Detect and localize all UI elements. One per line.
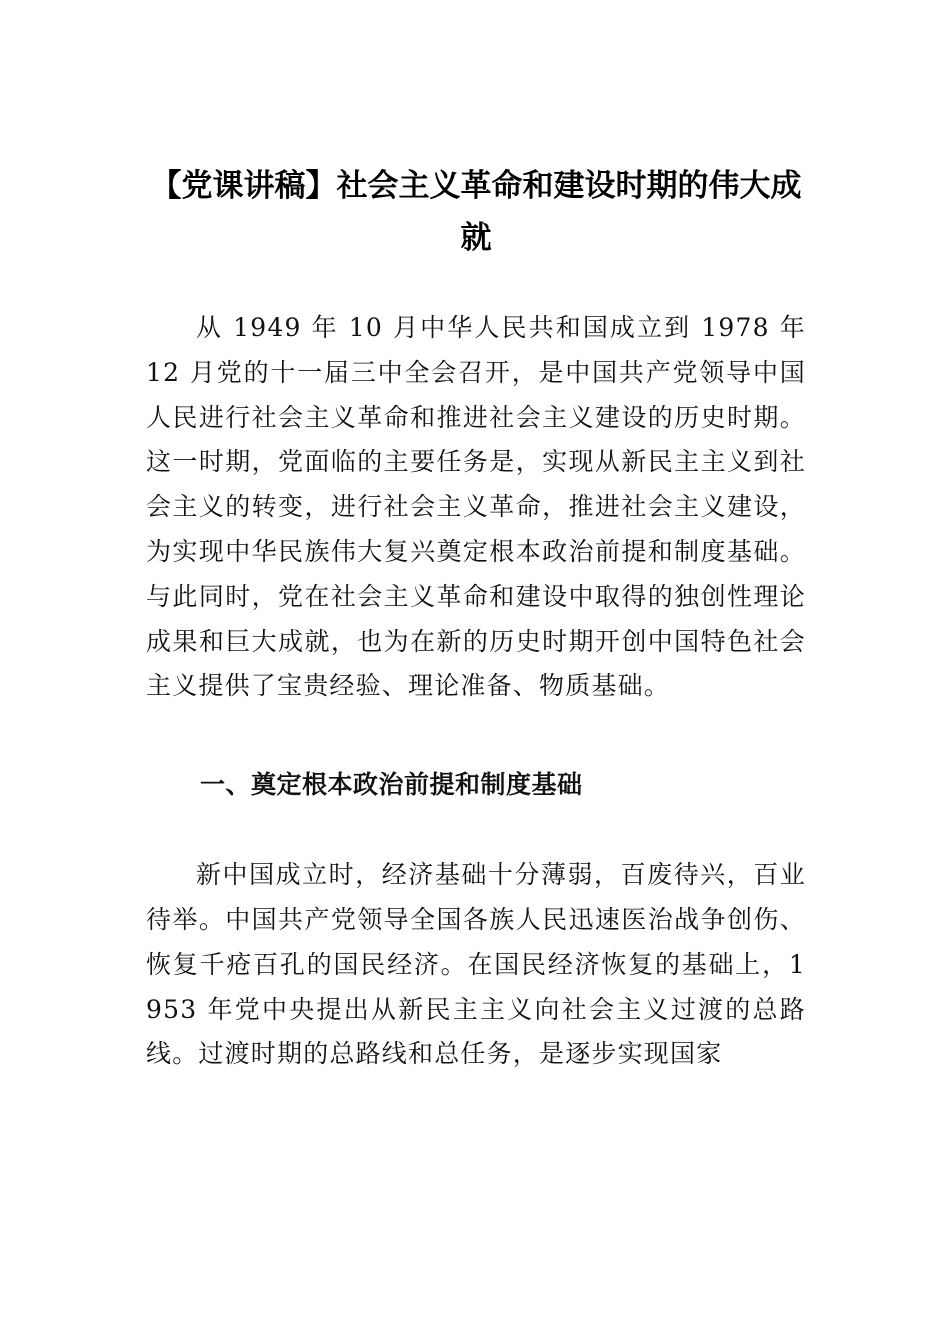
document-title: 【党课讲稿】社会主义革命和建设时期的伟大成就: [150, 168, 802, 256]
section-paragraph: 新中国成立时，经济基础十分薄弱，百废待兴，百业待举。中国共产党领导全国各族人民迅速医治战争创伤、恢复千疮百孔的国民经济。在国民经济恢复的基础上，1953 年党中央提出从新民主主义向社会主义过渡的总路线。过渡时期的总路线和总任务，是逐步实现国家: [146, 860, 806, 1069]
section-heading: 一、奠定根本政治前提和制度基础: [200, 770, 583, 800]
document-content: [146, 160, 806, 1077]
intro-paragraph: 从 1949 年 10 月中华人民共和国成立到 1978 年 12 月党的十一届三中全会召开，是中国共产党领导中国人民进行社会主义革命和推进社会主义建设的历史时期。这一时期，党面临的主要任务是，实现从新民主主义到社会主义的转变，进行社会主义革命，推进社会主义建设，为实现中华民族伟大复兴奠定根本政治前提和制度基础。与此同时，党在社会主义革命和建设中取得的独创性理论成果和巨大成就，也为在新的历史时期开创中国特色社会主义提供了宝贵经验、理论准备、物质基础。: [146, 313, 806, 701]
